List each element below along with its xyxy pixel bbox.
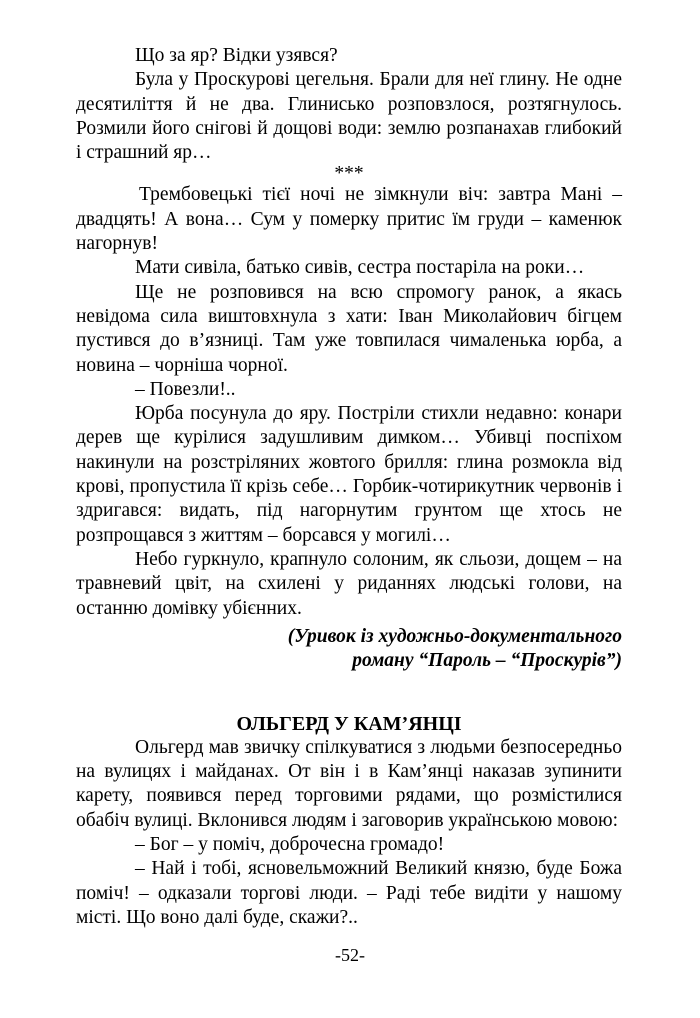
paragraph: Ольгерд мав звичку спілкуватися з людьми безпосередньо на вулицях і майданах. От він і в Кам’янці наказав зупинити карету, появився перед торговими рядами, що розмістилися обабіч вулиці. Вклонився людям і заговорив українською мовою: [76, 736, 622, 831]
paragraph: Трембовецькі тієї ночі не зімкнули віч: завтра Мані – двадцять! А вона… Сум у померку притис їм груди – каменюк нагорнув! [76, 184, 622, 255]
paragraph: Юрба посунула до яру. Постріли стихли недавно: конари дерев ще курілися задушливим димком… Убивці поспіхом накинули на розстріляних жовтого брилля: глина розмокла від крові, пропустила її крізь себе… Горбик-чотирикутник червонів і здригався: видать, під нагорнутим грунтом ще хтось не розпрощався з життям – борсався у могилі… [76, 403, 622, 546]
page-number: -52- [335, 945, 365, 965]
section-separator: *** [334, 163, 364, 185]
paragraph: Небо гуркнуло, крапнуло солоним, як сльози, дощем – на травневий цвіт, на схилені у риданнях людські голови, на останню домівку убієнних. [76, 548, 622, 619]
dialogue-line: – Най і тобі, ясновельможний Великий князю, буде Божа поміч! – одказали торгові люди. – Раді тебе видіти у нашому місті. Що воно далі буде, скажи?.. [76, 858, 622, 928]
excerpt-source-line: (Уривок із художньо-документального [287, 625, 622, 647]
excerpt-source-note [76, 625, 622, 674]
paragraph: Ще не розповився на всю спромогу ранок, а якась невідома сила виштовхнула з хати: Іван Миколайович бігцем пустився до в’язниці. Там уже товпилася чималенька юрба, а новина – чорніша чорної. [76, 281, 622, 376]
chapter-title: ОЛЬГЕРД У КАМ’ЯНЦІ [236, 712, 462, 735]
excerpt-source-line: роману “Пароль – “Проскурів”) [352, 650, 622, 672]
paragraph: Що за яр? Відки узявся? [135, 45, 338, 66]
dialogue-line: – Бог – у поміч, доброчесна громадо! [135, 834, 445, 856]
paragraph: Була у Проскурові цегельня. Брали для неї глину. Не одне десятиліття й не два. Глинисько розповзлося, розтягнулось. Розмили його снігові й дощові води: землю розпанахав глибокий і страшний яр… [76, 69, 622, 164]
page-body [76, 44, 622, 930]
dialogue-line: – Повезли!.. [135, 378, 236, 400]
paragraph: Мати сивіла, батько сивів, сестра постаріла на роки… [135, 257, 585, 279]
